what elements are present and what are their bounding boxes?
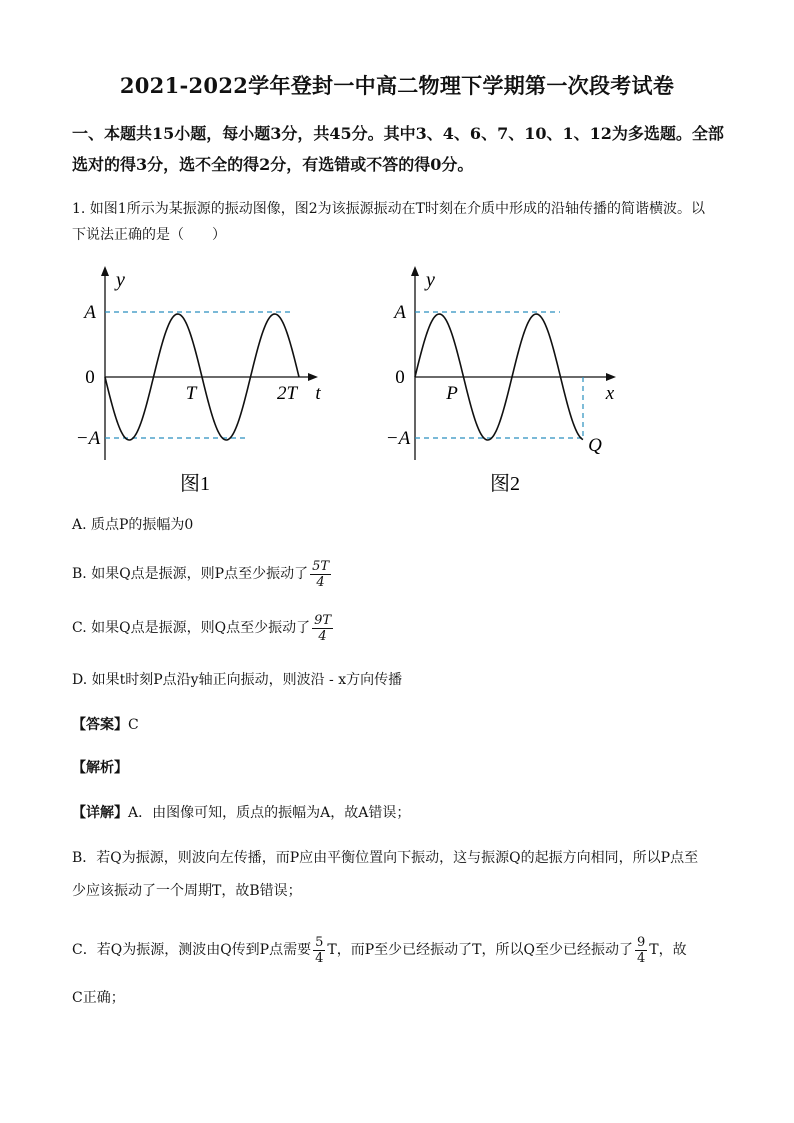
- fig2-P-label: P: [446, 383, 458, 404]
- fig1-t-label: t: [315, 383, 321, 404]
- option-c-fraction: [312, 613, 333, 644]
- figure-2-wave-graph: [370, 262, 650, 502]
- detail-b-line-1: B．若Q为振源，则波向左传播，而P应由平衡位置向下振动，这与振源Q的起振方向相同，所以P点至: [72, 850, 699, 866]
- detail-c-text-2: T，而P至少已经振动了T，所以Q至少已经振动了: [327, 942, 633, 958]
- detail-c-frac2-num: 9: [636, 934, 646, 950]
- fig1-T-label: T: [185, 383, 197, 404]
- fig1-zero-label: 0: [85, 367, 95, 388]
- answer-label: 【答案】: [72, 717, 128, 733]
- option-c: [72, 606, 732, 650]
- stem-line-1: 1. 如图1所示为某振源的振动图像，图2为该振源振动在T时刻在介质中形成的沿轴传播的简谐横波。以: [72, 201, 705, 217]
- y-axis-arrow: [411, 266, 419, 276]
- answer-line: [72, 712, 732, 738]
- option-c-den: 4: [318, 628, 327, 644]
- detail-c-frac1-num: 5: [315, 934, 324, 950]
- fig2-A-label: A: [394, 302, 406, 323]
- detail-c-fraction-1: [313, 935, 325, 966]
- fig2-caption: 图2: [490, 473, 520, 495]
- fig2-Q-label: Q: [588, 435, 602, 456]
- option-b-den: 4: [316, 574, 325, 590]
- question-1-stem: [72, 196, 732, 248]
- option-a: A. 质点P的振幅为0: [72, 517, 194, 533]
- detail-label: 【详解】: [72, 805, 128, 821]
- detail-c-line-2: C正确；: [72, 990, 125, 1006]
- section-line-1: 一、本题共15小题，每小题3分，共45分。其中3、4、6、7、10、1、12为多选题。全部: [72, 124, 724, 143]
- answer-value: C: [128, 717, 139, 733]
- page-title: 2021-2022学年登封一中高二物理下学期第一次段考试卷: [119, 73, 675, 98]
- option-b-fraction: [310, 559, 331, 590]
- option-b-num: 5T: [312, 558, 330, 574]
- fig2-x-label: x: [605, 383, 615, 404]
- option-b: [72, 552, 732, 596]
- detail-c-frac2-den: 4: [636, 950, 646, 966]
- fig2-zero-label: 0: [395, 367, 405, 388]
- section-line-2: 选对的得3分，选不全的得2分，有选错或不答的得0分。: [72, 155, 474, 174]
- fig1-2T-label: 2T: [276, 383, 298, 404]
- section-instructions: [72, 118, 732, 180]
- detail-b-line-2: 少应该振动了一个周期T，故B错误；: [72, 883, 302, 899]
- option-d: D. 如果t时刻P点沿y轴正向振动，则波沿 - x方向传播: [72, 672, 403, 688]
- fig1-y-label: y: [116, 269, 125, 291]
- fig1-negA-label: −A: [75, 428, 101, 449]
- fig1-caption: 图1: [180, 473, 210, 495]
- detail-a-text: A．由图像可知，质点的振幅为A，故A错误；: [128, 805, 411, 821]
- stem-line-2: 下说法正确的是（ ）: [72, 227, 226, 243]
- detail-c-frac1-den: 4: [315, 950, 324, 966]
- figure-1-vibration-graph: [60, 262, 350, 502]
- analysis-label: 【解析】: [72, 760, 128, 776]
- y-axis-arrow: [101, 266, 109, 276]
- t-axis-arrow: [308, 373, 318, 381]
- option-c-num: 9T: [314, 612, 332, 628]
- fig2-negA-label: −A: [385, 428, 411, 449]
- detail-c-line-1: [72, 928, 732, 972]
- fig2-y-label: y: [426, 269, 435, 291]
- detail-c-text-3: T，故: [649, 942, 687, 958]
- x-axis-arrow: [606, 373, 616, 381]
- detail-b: [72, 842, 732, 908]
- detail-c-text-1: C．若Q为振源，测波由Q传到P点需要: [72, 942, 312, 958]
- option-c-text: C. 如果Q点是振源，则Q点至少振动了: [72, 620, 311, 636]
- fig1-A-label: A: [84, 302, 96, 323]
- option-b-text: B. 如果Q点是振源，则P点至少振动了: [72, 566, 309, 582]
- detail-c-fraction-2: [635, 935, 647, 966]
- detail-a-line: [72, 800, 732, 826]
